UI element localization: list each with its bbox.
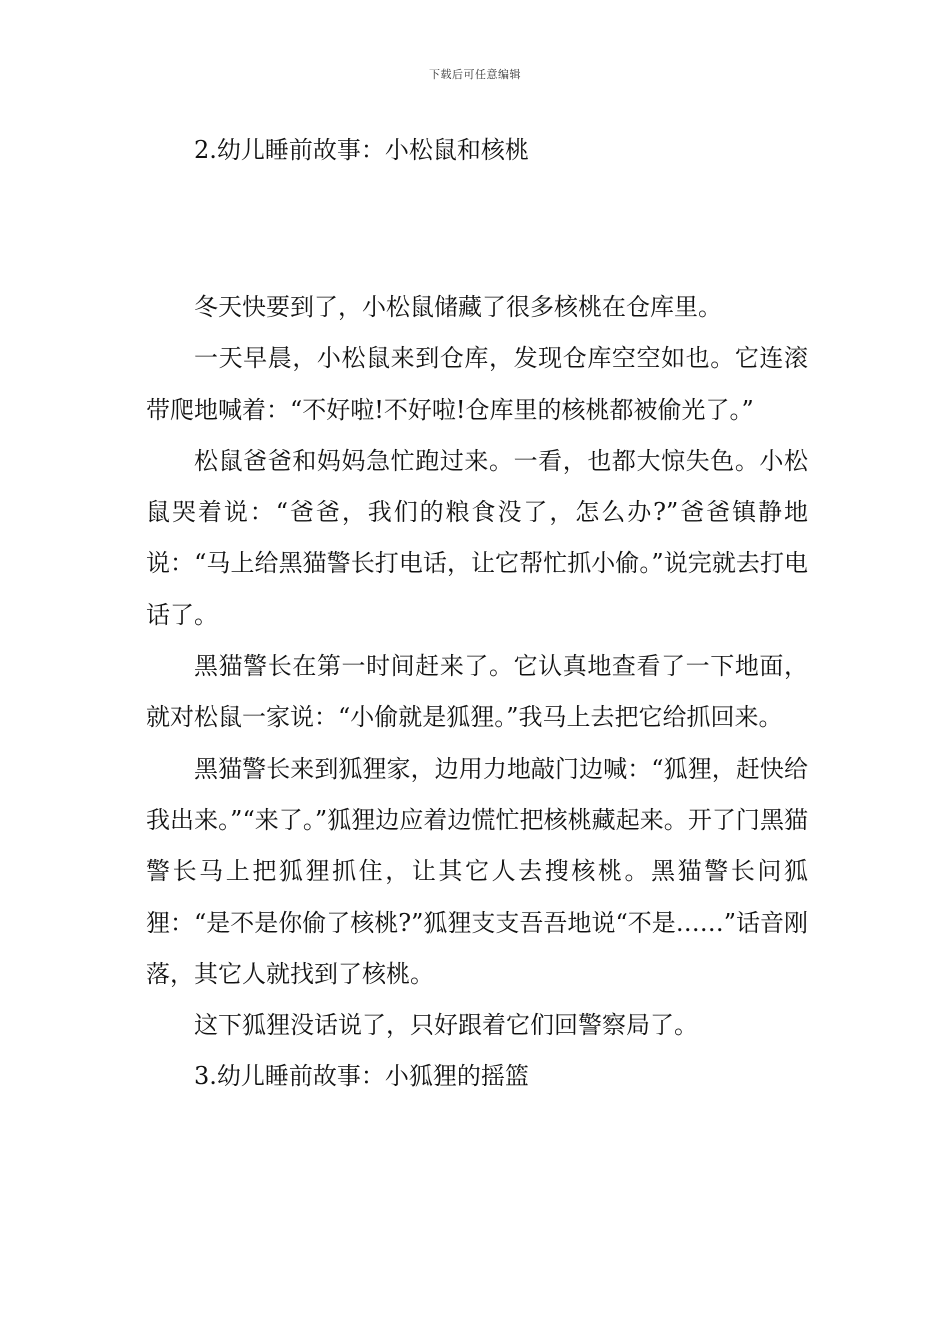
story-paragraph-1: 冬天快要到了，小松鼠储藏了很多核桃在仓库里。 (194, 293, 722, 321)
story-paragraph-2: 一天早晨，小松鼠来到仓库，发现仓库空空如也。它连滚带爬地喊着：“不好啦!不好啦!仓库里的核桃都被偷光了。” (146, 344, 808, 424)
next-story-title: 3.幼儿睡前故事：小狐狸的摇篮 (194, 1062, 529, 1091)
story-title: 2.幼儿睡前故事：小松鼠和核桃 (194, 136, 529, 164)
story-paragraph-4: 黑猫警长在第一时间赶来了。它认真地查看了一下地面，就对松鼠一家说：“小偷就是狐狸。”我马上去把它给抓回来。 (146, 652, 808, 732)
story-paragraph-6: 这下狐狸没话说了，只好跟着它们回警察局了。 (194, 1011, 698, 1040)
page-header-note: 下载后可任意编辑 (429, 68, 521, 81)
story-paragraph-3: 松鼠爸爸和妈妈急忙跑过来。一看，也都大惊失色。小松鼠哭着说：“爸爸，我们的粮食没了，怎么办?”爸爸镇静地说：“马上给黑猫警长打电话，让它帮忙抓小偷。”说完就去打电话了。 (146, 446, 808, 629)
story-paragraph-5: 黑猫警长来到狐狸家，边用力地敲门边喊：“狐狸，赶快给我出来。”“来了。”狐狸边应着边慌忙把核桃藏起来。开了门黑猫警长马上把狐狸抓住，让其它人去搜核桃。黑猫警长问狐狸：“是不是你偷了核桃?”狐狸支支吾吾地说“不是……”话音刚落，其它人就找到了核桃。 (146, 754, 808, 988)
story-body (146, 282, 808, 1103)
